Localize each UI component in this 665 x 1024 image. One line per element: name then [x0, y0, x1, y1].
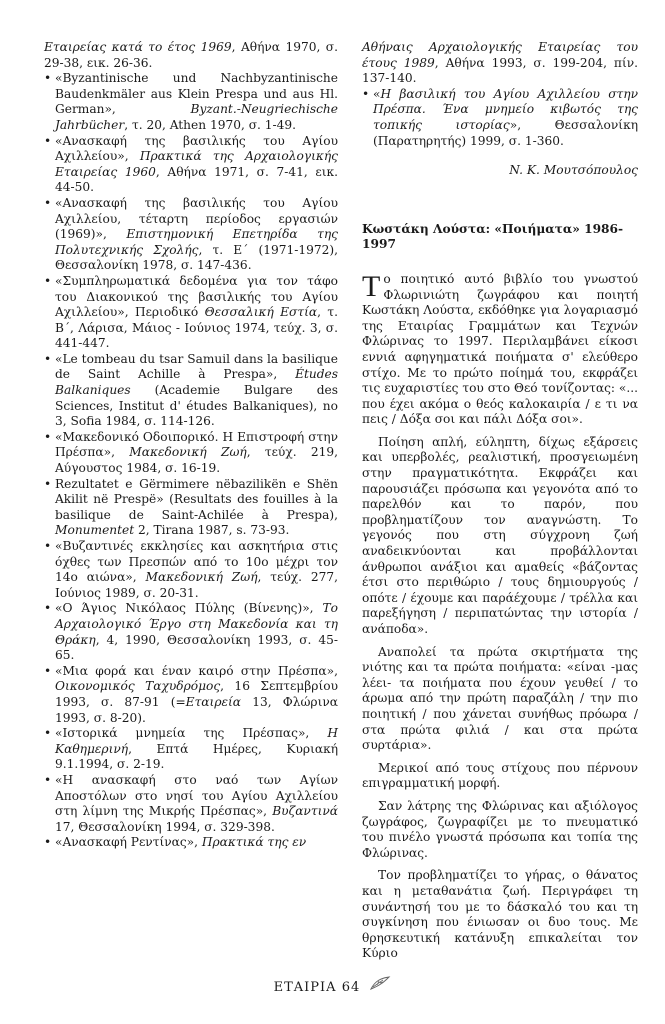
leaf-ornament-icon	[369, 975, 391, 995]
review-paragraph: Τον προβληματίζει το γήρας, ο θάνατος και η μεταθανάτια ζωή. Περιγράφει τη συνάντησή του με το δάσκαλό του και τη συγκίνηση που ένιωσαν οι δυο τους. Με θρησκευτική κατάνυξη επικαλείται τον Κύριο	[362, 868, 638, 961]
page-number: 64	[341, 980, 361, 995]
review-paragraph: Ποίηση απλή, εύληπτη, δίχως εξάρσεις και υπερβολές, ρεαλιστική, προσγειωμένη στην πραγματικότητα. Εκφράζει και παρουσιάζει πρόσωπα και γεγονότα από το παρελθόν και το παρόν, που προβληματίζουν τον αναγνώστη. Το γεγονός που στη σύγχρονη ζωή αναδεικνύονται και προβάλλονται άνθρωποι ανάξιοι και αμαθείς «βάζοντας έτσι στο περιθώριο / τους δημιουργούς / οπότε / έχουμε και παράέχουμε / τρέλλα και παρεξήγηση / περιπατώντας την ιστορία / ανάποδα».	[362, 434, 638, 636]
bibliography-entry: • «Η βασιλική του Αγίου Αχιλλείου στην Πρέσπα. Ένα μνημείο κιβωτός της τοπικής ιστορίας», Θεσσαλονίκη (Παρατηρητής) 1999, σ. 1-360.	[362, 87, 638, 149]
reference-list-continuation	[362, 40, 638, 149]
review-title: Κωστάκη Λούστα: «Ποιήματα» 1986-1997	[362, 221, 624, 252]
bibliography-entry: • «Ανασκαφή της βασιλικής του Αγίου Αχιλλείου», Πρακτικά της Αρχαιολογικής Εταιρείας 1960, Αθήνα 1971, σ. 7-41, εικ. 44-50.	[44, 134, 338, 196]
author-signature: N. K. Μουτσόπουλος	[509, 163, 638, 178]
journal-name: ΕΤΑΙΡΙΑ	[273, 980, 337, 995]
review-first-paragraph	[362, 269, 638, 428]
review-paragraph: Μερικοί από τους στίχους που πέρνουν επιγραμματική μορφή.	[362, 760, 638, 791]
review-paragraph: Σαν λάτρης της Φλώρινας και αξιόλογος ζωγράφος, ζωγραφίζει με το πνευματικό του πινέλο γνωστά πρόσωπα και τοπία της Φλώρινας.	[362, 798, 638, 860]
review-paragraph: Αναπολεί τα πρώτα σκιρτήματα της νιότης και τα πρώτα ποιήματα: «είναι -μας λέει- τα ποιήματα που έχουν γευθεί / το άρωμα από την πρώτη παραζάλη / την πιο ποιητική / που χάνεται συνήθως πρόωρα / στα πρώτα φιλιά / και στα πρώτα συρτάρια».	[362, 644, 638, 753]
first-paragraph-text: ο ποιητικό αυτό βιβλίο του γνωστού Φλωρινιώτη ζωγράφου και ποιητή Κωστάκη Λούστα, εκδόθηκε για λογαριασμό της Εταιρίας Γραμμάτων και Τεχνών Φλώρινας το 1997. Περιλαμβάνει είκοσι εννιά αφηγηματικά ποιήματα σ' ελεύθερο στίχο. Με το πρώτο ποίημά του, εκφράζει τις ευχαριστίες του στο Θεό τονίζοντας: «... που έχει ακόμα ο θεός καλοκαιρία / ε τι να πεις / Δόξα σοι και πάλι Δόξα σοι».	[362, 271, 638, 427]
bibliography-entry: • Rezultatet e Gërmimere nëbazilikën e Shën Akilit në Prespë» (Resultats des fouilles à la basilique de Saint-Achilée à Prespa), Monumentet 2, Tirana 1987, s. 73-93.	[44, 477, 338, 539]
bibliography-entry: • «Ανασκαφή Ρεντίνας», Πρακτικά της εν	[44, 835, 338, 851]
bibliography-entry: • «Byzantinische und Nachbyzantinische Baudenkmäler aus Klein Prespa und aus Hl. German», Byzant.-Neugriechische Jahrbücher, τ. 20, Athen 1970, σ. 1-49.	[44, 71, 338, 133]
bibliography-entry: • «Ανασκαφή της βασιλικής του Αγίου Αχιλλείου, τέταρτη περίοδος εργασιών (1969)», Επιστημονική Επετηρίδα της Πολυτεχνικής Σχολής, τ. Ε΄ (1971-1972), Θεσσαλονίκη 1978, σ. 147-436.	[44, 196, 338, 274]
bibliography-entry: • «Η ανασκαφή στο ναό των Αγίων Αποστόλων στο νησί του Αγίου Αχιλλείου στη λίμνη της Μικρής Πρέσπας», Βυζαντινά 17, Θεσσαλονίκη 1994, σ. 329-398.	[44, 773, 338, 835]
bibliography-entry: • «Μια φορά και έναν καιρό στην Πρέσπα», Οικονομικός Ταχυδρόμος, 16 Σεπτεμβρίου 1993, σ. 87-91 (=Εταιρεία 13, Φλώρινα 1993, σ. 8-20).	[44, 664, 338, 726]
drop-cap: Τ	[362, 269, 381, 303]
bibliography-entry: • «Ο Άγιος Νικόλαος Πύλης (Βίνενης)», Το Αρχαιολογικό Έργο στη Μακεδονία και τη Θράκη, 4, 1990, Θεσσαλονίκη 1993, σ. 45-65.	[44, 601, 338, 663]
bibliography-entry: Εταιρείας κατά το έτος 1969, Αθήνα 1970, σ. 29-38, εικ. 26-36.	[44, 40, 338, 70]
right-column	[362, 40, 638, 969]
bibliography-entry: • «Le tombeau du tsar Samuil dans la basilique de Saint Achille à Prespa», Études Balkaniques (Academie Bulgare des Sciences, Institut d' études Balkaniques), no 3, Sofia 1984, σ. 114-126.	[44, 352, 338, 430]
bibliography-entry: • «Ιστορικά μνημεία της Πρέσπας», Η Καθημερινή, Επτά Ημέρες, Κυριακή 9.1.1994, σ. 2-19.	[44, 726, 338, 773]
bibliography-entry: • «Βυζαντινές εκκλησίες και ασκητήρια στις όχθες των Πρεσπών από το 10ο μέχρι τον 14ο αιώνα», Μακεδονική Ζωή, τεύχ. 277, Ιούνιος 1989, σ. 20-31.	[44, 539, 338, 601]
bibliography-entry: • «Μακεδονικό Οδοιπορικό. Η Επιστροφή στην Πρέσπα», Μακεδονική Ζωή, τεύχ. 219, Αύγουστος 1984, σ. 16-19.	[44, 430, 338, 477]
page-footer	[0, 975, 665, 995]
bibliography-entry: Αθήναις Αρχαιολογικής Εταιρείας του έτους 1989, Αθήνα 1993, σ. 199-204, πίν. 137-140.	[362, 40, 639, 86]
left-column	[44, 40, 338, 851]
bibliography-entry: • «Συμπληρωματικά δεδομένα για τον τάφο του Διακονικού της βασιλικής του Αγίου Αχιλλείου», Περιοδικό Θεσσαλική Εστία, τ. Β΄, Λάρισα, Μάιος - Ιούνιος 1974, τεύχ. 3, σ. 441-447.	[44, 274, 338, 352]
